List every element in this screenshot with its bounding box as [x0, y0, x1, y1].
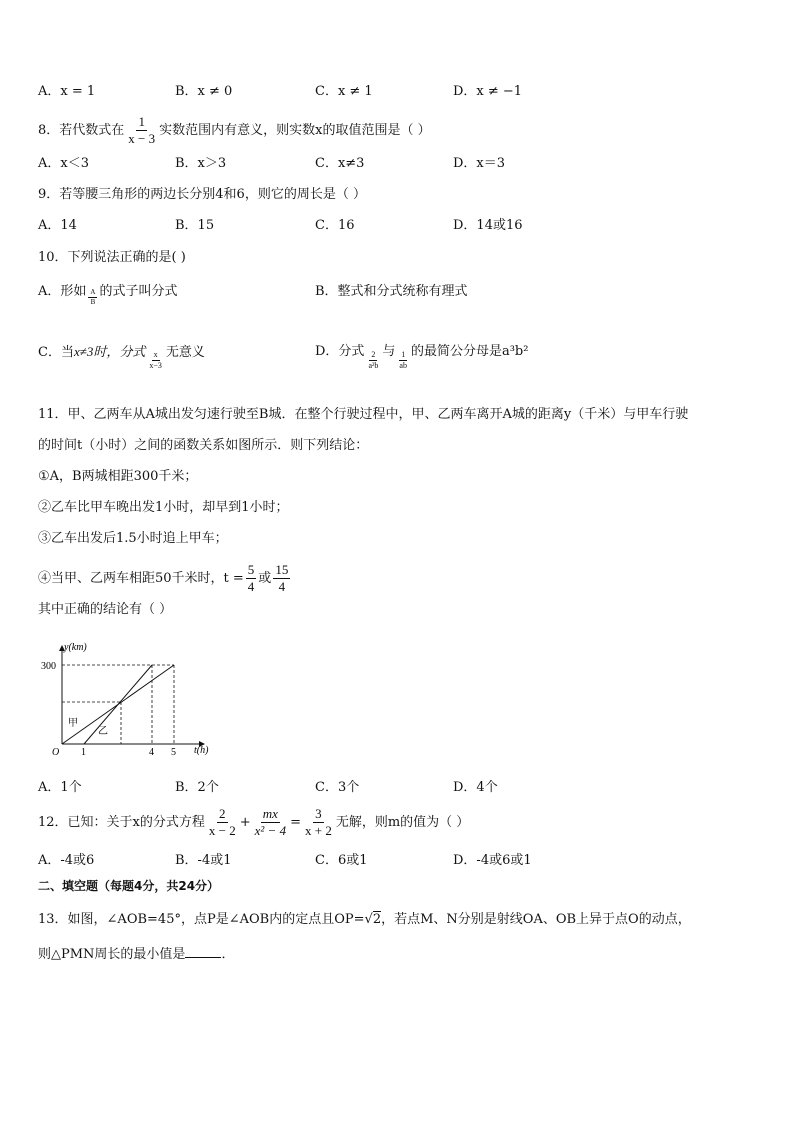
q12-option-b: B．-4或1 — [175, 853, 232, 868]
q10-option-b: B．整式和分式统称有理式 — [315, 284, 468, 299]
q11-option-a: A．1个 — [38, 780, 82, 795]
yi-label: 乙 — [98, 726, 108, 737]
q9-option-d: D．14或16 — [453, 218, 523, 233]
y-tick-300: 300 — [41, 661, 56, 672]
q11-statement-2: ②乙车比甲车晚出发1小时，却早到1小时； — [38, 500, 289, 515]
q10-d-fraction-1: $\frac{2}{\text{a²b}}$ — [368, 350, 379, 370]
q7-option-a: A．x = 1 — [38, 84, 96, 99]
distance-time-graph — [38, 640, 218, 760]
q10-option-a: A．形如 $\frac{A}{B}$ 的式子叫分式 — [38, 284, 178, 306]
jia-label: 甲 — [68, 718, 78, 729]
q10-a-fraction: $\frac{A}{B}$ — [90, 288, 96, 306]
q12-option-a: A．-4或6 — [38, 853, 95, 868]
section-title-fill-in: 二、填空题（每题4分，共24分） — [38, 879, 220, 893]
q12-frac-3: $\frac{3}{x + 2}$ — [304, 806, 332, 838]
q12-option-d: D．-4或6或1 — [453, 853, 532, 868]
q10-option-d: D．分式 $\frac{2}{\text{a²b}}$ 与 $\frac{1}{ab}$ 的最简公分母是a³b² — [315, 344, 529, 370]
q10-d-fraction-2: $\frac{1}{ab}$ — [399, 350, 407, 370]
q11-frac-15-4: $\frac{15}{4}$ — [275, 562, 289, 594]
x-tick-5: 5 — [171, 747, 176, 758]
line-yi — [84, 665, 152, 744]
q7-option-d: D．x ≠ −1 — [453, 84, 523, 99]
q11-option-d: D．4个 — [453, 780, 498, 795]
q13-line-2: 则△PMN周长的最小值是 ． — [38, 947, 235, 962]
q12-frac-1: $\frac{2}{x - 2}$ — [208, 806, 236, 838]
q11-statement-3: ③乙车出发后1.5小时追上甲车； — [38, 531, 228, 546]
q9-option-b: B．15 — [175, 218, 215, 233]
q11-option-c: C．3个 — [315, 780, 360, 795]
q9-question: 9．若等腰三角形的两边长分别4和6，则它的周长是（ ） — [38, 187, 366, 202]
q11-frac-5-4: $\frac{5}{4}$ — [247, 562, 255, 594]
q8-option-c: C．x≠3 — [315, 156, 365, 171]
q12-option-c: C．6或1 — [315, 853, 368, 868]
x-tick-1: 1 — [81, 747, 86, 758]
q8-question: 8．若代数式在 $\frac{1}{x - 3}$ 实数范围内有意义，则实数x的取值范围是（ ） — [38, 114, 431, 146]
q8-option-d: D．x＝3 — [453, 156, 506, 171]
q10-c-fraction: $\frac{x}{x-3}$ — [149, 350, 162, 370]
q12-question: 12．已知：关于x的分式方程 $\frac{2}{x - 2}$ + $\frac{mx}{\text{x² − 4}}$ = $\frac{3}{x + 2}$ 无解，则m的值为（ ） — [38, 806, 470, 838]
q11-line-1: 11．甲、乙两车从A城出发匀速行驶至B城．在整个行驶过程中，甲、乙两车离开A城的距离y（千米）与甲车行驶 — [38, 407, 689, 422]
x-axis-label: t(h) — [194, 745, 209, 756]
q11-statement-4: ④当甲、乙两车相距50千米时，t = $\frac{5}{4}$ 或 $\frac{15}{4}$ — [38, 562, 289, 594]
q11-line-2: 的时间t（小时）之间的函数关系如图所示．则下列结论： — [38, 438, 369, 453]
q8-fraction: $\frac{1}{x - 3}$ — [128, 114, 156, 146]
q9-option-c: C．16 — [315, 218, 355, 233]
q12-frac-2: $\frac{mx}{\text{x² − 4}}$ — [254, 806, 287, 838]
x-tick-4: 4 — [149, 747, 154, 758]
origin-label: O — [52, 747, 60, 758]
q8-option-a: A．x＜3 — [38, 156, 89, 171]
q7-option-b: B．x ≠ 0 — [175, 84, 233, 99]
q11-option-b: B．2个 — [175, 780, 219, 795]
q8-option-b: B．x＞3 — [175, 156, 227, 171]
q7-option-c: C．x ≠ 1 — [315, 84, 373, 99]
q13-line-1: 13．如图，∠AOB=45°，点P是∠AOB内的定点且OP=√2，若点M、N分别是射线OA、OB上异于点O的动点， — [38, 912, 691, 927]
q9-option-a: A．14 — [38, 218, 77, 233]
y-axis-label: y(km) — [64, 642, 87, 653]
sqrt-symbol: √ — [364, 912, 373, 927]
answer-blank[interactable] — [185, 945, 221, 958]
q10-option-c: C．当x≠3时，分式 $\frac{x}{x-3}$ 无意义 — [38, 344, 205, 370]
q11-prompt: 其中正确的结论有（ ） — [38, 602, 173, 617]
q11-statement-1: ①A，B两城相距300千米； — [38, 469, 198, 484]
q10-question: 10．下列说法正确的是( ) — [38, 250, 186, 265]
